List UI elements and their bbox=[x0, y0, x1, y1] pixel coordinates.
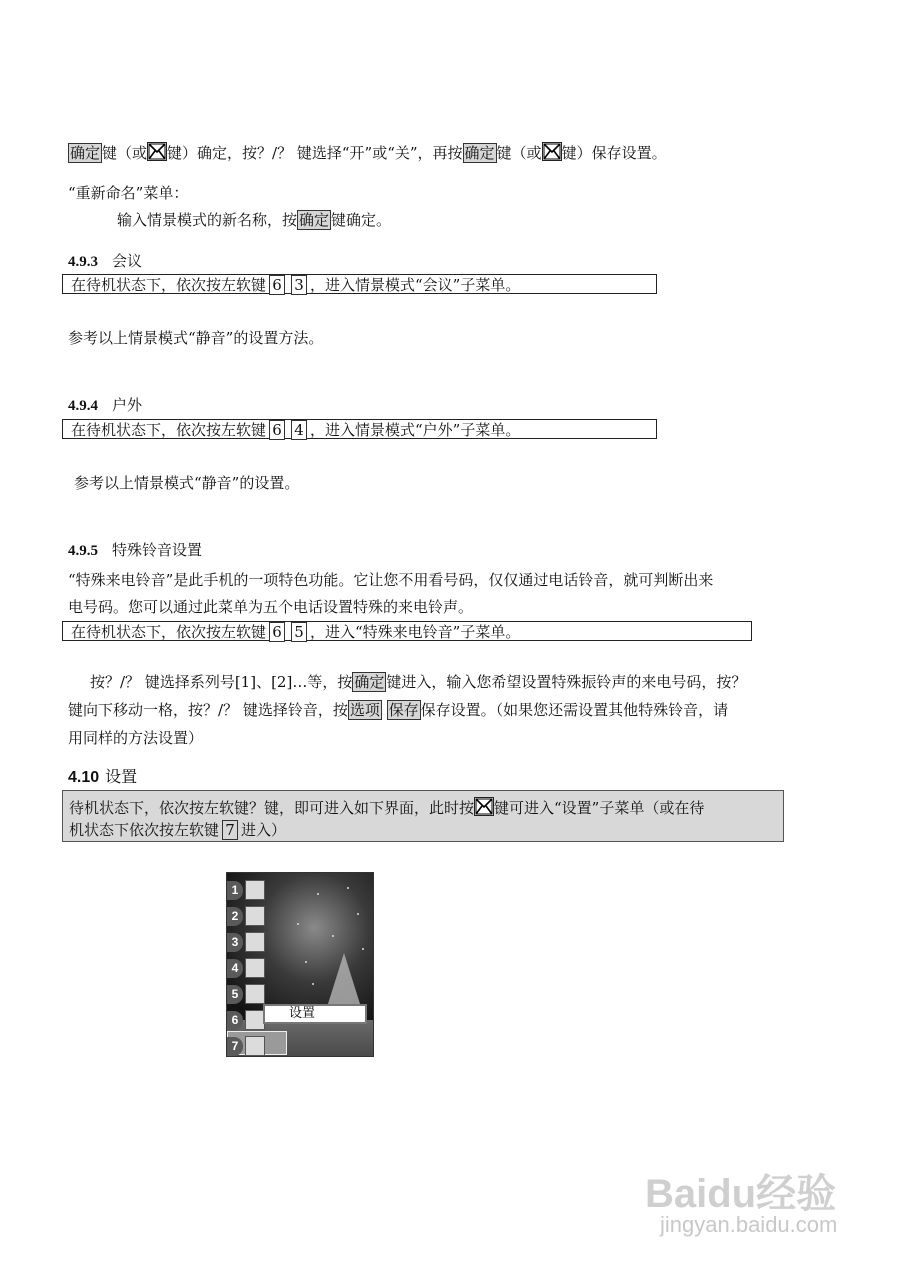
phone-screen-image bbox=[226, 872, 374, 1057]
paragraph-line: “特殊来电铃音”是此手机的一项特色功能。它让您不用看号码，仅仅通过电话铃音，就可判断出来 bbox=[68, 571, 714, 589]
phonebook-icon bbox=[245, 880, 265, 900]
key-6: 6 bbox=[269, 420, 285, 440]
rename-instruction: 输入情景模式的新名称，按 确定 键确定。 bbox=[117, 211, 392, 229]
envelope-icon bbox=[147, 142, 167, 161]
reference-text-4-9-4: 参考以上情景模式“静音”的设置。 bbox=[74, 474, 300, 492]
menu-item[interactable]: 4 bbox=[227, 957, 289, 979]
rename-menu-title: “重新命名”菜单： bbox=[68, 184, 189, 202]
paragraph-line: 电号码。您可以通过此菜单为五个电话设置特殊的来电铃声。 bbox=[68, 598, 474, 616]
baidu-watermark-logo: Baidu经验 bbox=[645, 1172, 837, 1216]
paragraph-line: 用同样的方法设置） bbox=[68, 729, 204, 747]
key-6: 6 bbox=[269, 275, 285, 295]
instruction-box-4-9-5: 在待机状态下，依次按左软键 6 5 ，进入“特殊来电铃音”子菜单。 bbox=[62, 621, 752, 641]
tools-icon bbox=[245, 958, 265, 978]
section-heading-4-10: 4.10 设置 bbox=[68, 767, 138, 786]
confirm-save-line: 确定 键（或 键）确定，按？/？ 键选择“开”或“关”，再按 确定 键（或 键）保存设置。 bbox=[70, 144, 667, 162]
settings-instruction-box: 待机状态下，依次按左软键？键，即可进入如下界面，此时按 键可进入“设置”子菜单（或在待 机状态下依次按左软键 7 进入） bbox=[62, 790, 784, 842]
message-icon bbox=[245, 932, 265, 952]
menu-item[interactable]: 3 bbox=[227, 931, 289, 953]
paragraph-line: 按？/？ 键选择系列号[1]、[2]…等，按 确定 键进入，输入您希望设置特殊振铃声的来电号码，按？ bbox=[90, 673, 747, 691]
instruction-box-4-9-4: 在待机状态下，依次按左软键 6 4 ，进入情景模式“户外”子菜单。 bbox=[62, 419, 657, 439]
section-heading-4-9-3: 4.9.3 会议 bbox=[68, 254, 143, 270]
confirm-key: 确定 bbox=[354, 673, 385, 691]
menu-item[interactable]: 2 bbox=[227, 905, 289, 927]
paragraph-line: 键向下移动一格，按？/？ 键选择铃音，按 选项 保存 保存设置。（如果您还需设置其他特殊铃音，请 bbox=[68, 701, 729, 719]
confirm-key: 确定 bbox=[464, 144, 495, 162]
menu-item[interactable]: 5 bbox=[227, 983, 289, 1005]
key-5: 5 bbox=[291, 622, 307, 642]
reference-text-4-9-3: 参考以上情景模式“静音”的设置方法。 bbox=[68, 329, 324, 347]
profiles-icon bbox=[245, 1010, 265, 1030]
instruction-box-4-9-3: 在待机状态下，依次按左软键 6 3 ，进入情景模式“会议”子菜单。 bbox=[62, 274, 657, 294]
save-key: 保存 bbox=[388, 701, 419, 719]
key-7: 7 bbox=[222, 820, 238, 840]
services-icon bbox=[245, 984, 265, 1004]
settings-popup-label: 设置 bbox=[263, 1004, 367, 1024]
menu-item[interactable]: 6 bbox=[227, 1009, 289, 1031]
option-key: 选项 bbox=[349, 701, 380, 719]
envelope-icon bbox=[542, 142, 562, 161]
settings-hammer-icon bbox=[245, 1036, 265, 1056]
key-6: 6 bbox=[269, 622, 285, 642]
key-4: 4 bbox=[291, 420, 307, 440]
menu-item[interactable]: 1 bbox=[227, 879, 289, 901]
section-heading-4-9-5: 4.9.5 特殊铃音设置 bbox=[68, 543, 203, 559]
confirm-key: 确定 bbox=[70, 144, 101, 162]
key-3: 3 bbox=[291, 275, 307, 295]
call-icon bbox=[245, 906, 265, 926]
confirm-key: 确定 bbox=[299, 211, 330, 229]
menu-item-selected[interactable]: 7 bbox=[227, 1035, 289, 1057]
section-heading-4-9-4: 4.9.4 户外 bbox=[68, 398, 143, 414]
baidu-watermark-url: jingyan.baidu.com bbox=[660, 1212, 838, 1237]
envelope-icon bbox=[474, 797, 494, 816]
